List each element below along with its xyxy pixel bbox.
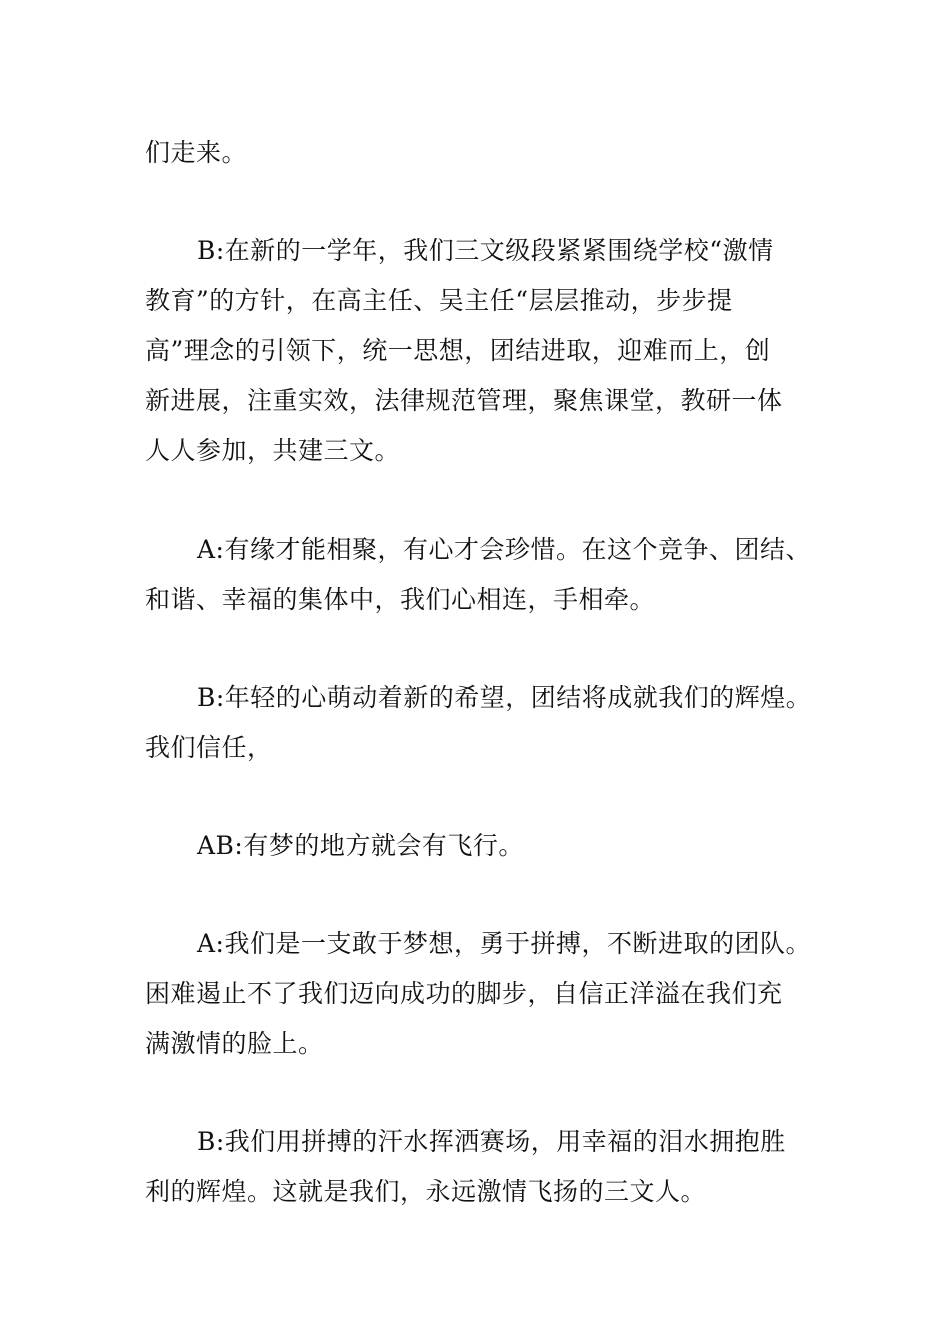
text-line: 满激情的脸上。 — [145, 1029, 324, 1058]
paragraph-1 — [145, 128, 815, 178]
text-line: 利的辉煌。这就是我们，永远激情飞扬的三文人。 — [145, 1177, 707, 1206]
paragraph-2 — [145, 226, 815, 476]
text-line: 教育”的方针，在高主任、吴主任“层层推动，步步提 — [145, 286, 733, 315]
text-line: 和谐、幸福的集体中，我们心相连，手相牵。 — [145, 585, 656, 614]
text-line: B:我们用拼搏的汗水挥洒赛场，用幸福的泪水拥抱胜 — [197, 1127, 786, 1156]
text-line: 我们信任， — [145, 733, 273, 762]
paragraph-5 — [145, 821, 815, 871]
paragraph-3 — [145, 525, 815, 625]
text-line: B:年轻的心萌动着新的希望，团结将成就我们的辉煌。 — [197, 683, 812, 712]
text-line: AB:有梦的地方就会有飞行。 — [197, 831, 524, 860]
text-line: A:我们是一支敢于梦想，勇于拼搏，不断进取的团队。 — [197, 929, 811, 958]
paragraph-4 — [145, 673, 815, 773]
text-line: A:有缘才能相聚，有心才会珍惜。在这个竞争、团结、 — [197, 535, 811, 564]
paragraph-6 — [145, 919, 815, 1069]
text-line: 人人参加，共建三文。 — [145, 436, 401, 465]
paragraph-7 — [145, 1117, 815, 1217]
text-line: 困难遏止不了我们迈向成功的脚步，自信正洋溢在我们充 — [145, 979, 783, 1008]
text-line: B:在新的一学年，我们三文级段紧紧围绕学校“激情 — [197, 236, 774, 265]
text-line: 高”理念的引领下，统一思想，团结进取，迎难而上，创 — [145, 336, 771, 365]
text-line: 们走来。 — [145, 138, 248, 167]
text-line: 新进展，注重实效，法律规范管理，聚焦课堂，教研一体 — [145, 386, 783, 415]
